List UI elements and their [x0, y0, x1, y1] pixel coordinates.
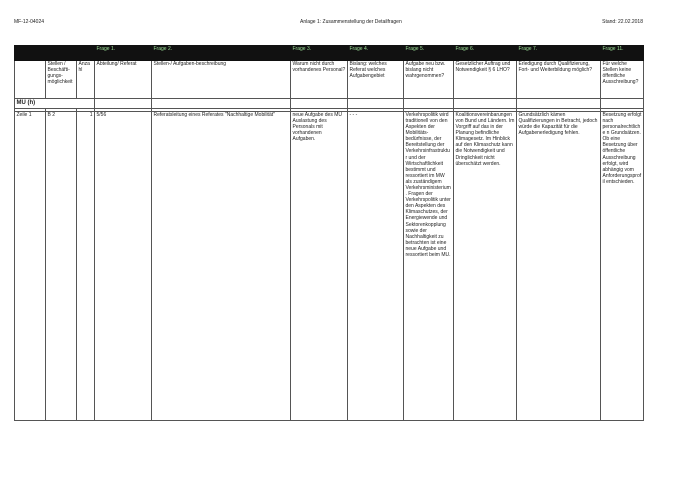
column-header-stellen: Stellen / Beschäfti-gungs-möglichkeit [46, 60, 77, 98]
cell-referat: 5/56 [95, 111, 152, 420]
cell-qualifizierung: Grundsätzlich kämen Qualifizierungen in Betracht, jedoch würde die Kapazität für die Aufgabenerledigung fehlen. [517, 111, 601, 420]
column-header-qualifizierung: Erledigung durch Qualifizierung, Fort- und Weiterbildung möglich? [517, 60, 601, 98]
column-header-warum: Warum nicht durch vorhandenes Personal? [291, 60, 348, 98]
column-header-anzahl: Anzahl [77, 60, 95, 98]
cell-anzahl: 1 [77, 111, 95, 420]
column-header-referat: Abteilung/ Referat [95, 60, 152, 98]
cell-stelle: B 2 [46, 111, 77, 420]
cell-ausschreibung: Besetzung erfolgt nach personalrechtliche n Grundsätzen. Ob eine Besetzung über öffentliche Ausschreibung erfolgt, wird abhängig vom Anforderungsprofil entschieden. [601, 111, 644, 420]
column-header-bislang: Bislang: welches Referat welches Aufgabengebiet [348, 60, 404, 98]
column-header-auftrag: Gesetzlicher Auftrag und Notwendigkeit § 6 LHO? [454, 60, 517, 98]
detail-questions-table [14, 45, 644, 421]
cell-neu: Verkehrspolitik wird traditionell von den Aspekten der Mobilitäts-bedürfnisse, der Bereitstellung der Verkehrsinfrastruktur und der Wirtschaftlichkeit bestimmt und ressortiert im MW als zuständigem Verkehrsministerium. Fragen der Verkehrspolitik unter den Aspekten des Klimaschutzes, der Energiewende und Sektorenkopplung sowie der Nachhaltigkeit zu betrachten ist eine neue Aufgabe und ressortiert beim MU. [404, 111, 454, 420]
cell-bislang: - - - [348, 111, 404, 420]
section-row [15, 98, 644, 108]
row-label: Zeile 1 [15, 111, 46, 420]
question-number-row [15, 46, 644, 61]
cell-beschreibung: Referatsleitung eines Referates "Nachhaltige Mobilität" [152, 111, 291, 420]
question-4-header: Frage 4. [348, 46, 404, 61]
table-row [15, 111, 644, 420]
question-1-header: Frage 1. [95, 46, 152, 61]
question-7-header: Frage 7. [517, 46, 601, 61]
column-header-ausschreibung: Für welche Stellen keine öffentliche Ausschreibung? [601, 60, 644, 98]
question-2-header: Frage 2. [152, 46, 291, 61]
column-header-neu: Aufgabe neu bzw. bislang nicht wahrgenommen? [404, 60, 454, 98]
question-text-row [15, 60, 644, 98]
section-label: MU (h) [15, 98, 95, 108]
document-id: MF-12-04024 [14, 19, 45, 25]
question-5-header: Frage 5. [404, 46, 454, 61]
question-11-header: Frage 11. [601, 46, 644, 61]
document-title: Anlage 1: Zusammenstellung der Detailfragen [300, 19, 402, 25]
question-6-header: Frage 6. [454, 46, 517, 61]
document-date: Stand: 22.02.2018 [602, 19, 643, 25]
column-header-beschreibung: Stellen-/ Aufgaben-beschreibung [152, 60, 291, 98]
question-3-header: Frage 3. [291, 46, 348, 61]
cell-auftrag: Koalitionsvereinbarungen von Bund und Ländern. Im Vorgriff auf das in der Planung befindliche Klimagesetz. Im Hinblick auf den Klimaschutz kann die Notwendigkeit und Dringlichkeit nicht überschätzt werden. [454, 111, 517, 420]
cell-warum: neue Aufgabe des MU Auslastung des Personals mit vorhandenen Aufgaben. [291, 111, 348, 420]
